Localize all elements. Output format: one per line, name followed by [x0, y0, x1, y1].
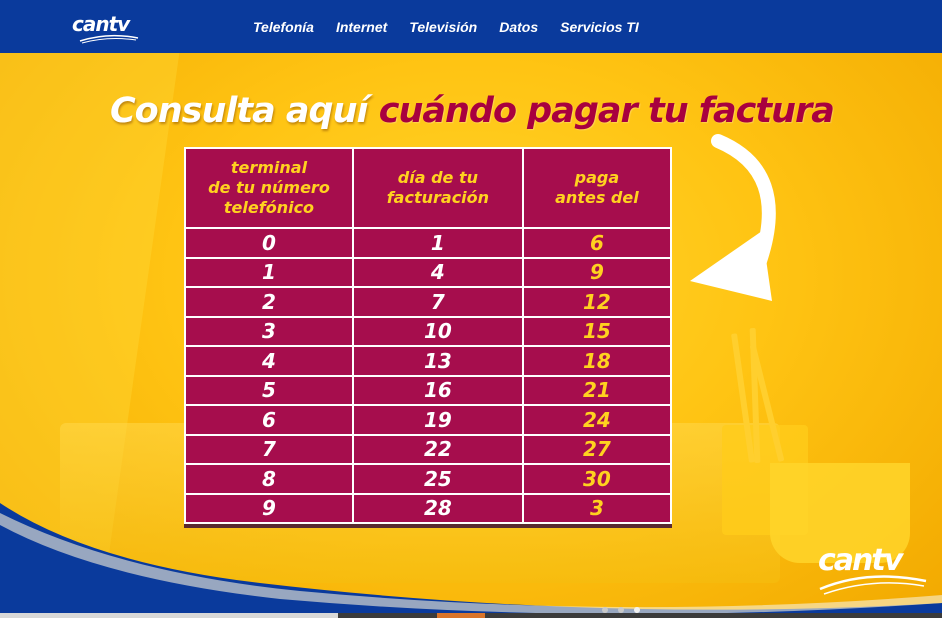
slider-dot-2[interactable] [618, 607, 624, 613]
main-nav [253, 19, 661, 35]
headline [110, 91, 834, 131]
watermark-swoosh-icon [818, 573, 928, 597]
terminal-cell: 2 [185, 287, 353, 317]
slider-segment-active [437, 613, 485, 618]
top-navigation-bar [0, 0, 942, 53]
billing-day-cell: 28 [353, 494, 523, 524]
header-line: paga [574, 168, 620, 187]
header-line: facturación [386, 188, 490, 207]
table-row [185, 464, 671, 494]
slider-segment-dark [338, 613, 942, 618]
header-terminal [185, 148, 353, 228]
nav-item-telefonia[interactable]: Telefonía [253, 19, 314, 35]
pay-before-cell: 24 [523, 405, 671, 435]
pay-before-cell: 27 [523, 435, 671, 465]
logo-swoosh-icon [78, 34, 140, 44]
hero-banner[interactable] [0, 53, 942, 613]
terminal-cell: 5 [185, 376, 353, 406]
pay-before-cell: 21 [523, 376, 671, 406]
header-line: de tu número [208, 178, 330, 197]
nav-item-servicios-ti[interactable]: Servicios TI [560, 19, 639, 35]
table-row [185, 317, 671, 347]
table-row [185, 228, 671, 258]
table-row [185, 494, 671, 524]
terminal-cell: 6 [185, 405, 353, 435]
billing-day-cell: 16 [353, 376, 523, 406]
terminal-cell: 7 [185, 435, 353, 465]
header-line: día de tu [397, 168, 478, 187]
slider-dot-3[interactable] [634, 607, 640, 613]
headline-part-2: cuándo pagar tu factura [378, 91, 834, 131]
header-line: antes del [555, 188, 639, 207]
billing-day-cell: 1 [353, 228, 523, 258]
billing-day-cell: 13 [353, 346, 523, 376]
billing-day-cell: 4 [353, 258, 523, 288]
terminal-cell: 9 [185, 494, 353, 524]
header-line: telefónico [223, 198, 315, 217]
watermark-wordmark: cantv [818, 543, 902, 578]
billing-day-cell: 19 [353, 405, 523, 435]
curved-arrow-icon [680, 131, 790, 311]
nav-item-datos[interactable]: Datos [499, 19, 539, 35]
billing-day-cell: 7 [353, 287, 523, 317]
table-row [185, 376, 671, 406]
terminal-cell: 1 [185, 258, 353, 288]
terminal-cell: 0 [185, 228, 353, 258]
pay-before-cell: 15 [523, 317, 671, 347]
table-row [185, 346, 671, 376]
slider-progress-bar [0, 613, 942, 618]
billing-day-cell: 10 [353, 317, 523, 347]
billing-day-cell: 22 [353, 435, 523, 465]
pay-before-cell: 3 [523, 494, 671, 524]
table-row [185, 287, 671, 317]
pay-before-cell: 18 [523, 346, 671, 376]
nav-item-internet[interactable]: Internet [335, 19, 388, 35]
terminal-cell: 3 [185, 317, 353, 347]
headline-part-1: Consulta aquí [110, 91, 368, 131]
pay-before-cell: 6 [523, 228, 671, 258]
pay-before-cell: 9 [523, 258, 671, 288]
table-row [185, 435, 671, 465]
header-pay-before [523, 148, 671, 228]
table-row [185, 258, 671, 288]
pay-before-cell: 30 [523, 464, 671, 494]
terminal-cell: 4 [185, 346, 353, 376]
slider-dot-1[interactable] [602, 607, 608, 613]
billing-day-cell: 25 [353, 464, 523, 494]
cantv-logo[interactable] [72, 14, 142, 44]
nav-item-television[interactable]: Televisión [409, 19, 478, 35]
header-line: terminal [230, 158, 308, 177]
table-row [185, 405, 671, 435]
table-header-row [185, 148, 671, 228]
logo-wordmark: cantv [72, 12, 130, 36]
billing-schedule-table [184, 147, 672, 524]
terminal-cell: 8 [185, 464, 353, 494]
pay-before-cell: 12 [523, 287, 671, 317]
header-billing-day [353, 148, 523, 228]
